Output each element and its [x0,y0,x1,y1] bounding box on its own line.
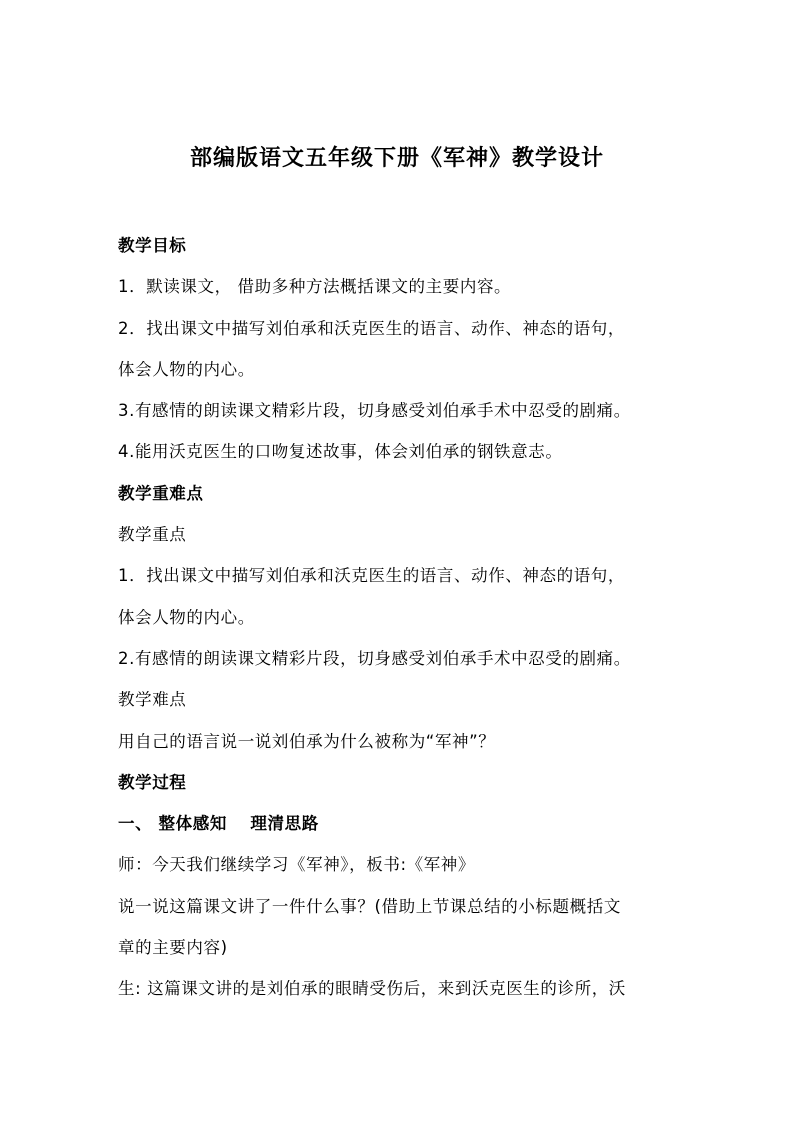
document-body [118,225,688,1010]
paragraph-line: 体会人物的内心。 [118,607,255,627]
section-heading-overview: 一、 整体感知 理清思路 [118,814,319,834]
document-title: 部编版语文五年级下册《军神》教学设计 [189,145,604,171]
heading-key-points: 教学重难点 [118,483,204,503]
paragraph-line: 4.能用沃克医生的口吻复述故事，体会刘伯承的钢铁意志。 [118,442,563,462]
paragraph-line: 说一说这篇课文讲了一件什么事？(借助上节课总结的小标题概括文 [118,896,621,916]
heading-teaching-process: 教学过程 [118,772,187,792]
paragraph-line: 师：今天我们继续学习《军神》，板书:《军神》 [118,855,476,875]
paragraph-line: 3.有感情的朗读课文精彩片段，切身感受刘伯承手术中忍受的剧痛。 [118,401,631,421]
paragraph-line: 1．默读课文， 借助多种方法概括课文的主要内容。 [118,277,512,297]
paragraph-line: 1．找出课文中描写刘伯承和沃克医生的语言、动作、神态的语句， [118,566,625,586]
subheading-key-points: 教学重点 [118,525,187,545]
paragraph-line: 2．找出课文中描写刘伯承和沃克医生的语言、动作、神态的语句， [118,318,625,338]
paragraph-line: 2.有感情的朗读课文精彩片段，切身感受刘伯承手术中忍受的剧痛。 [118,648,631,668]
paragraph-line: 体会人物的内心。 [118,359,255,379]
paragraph-line: 用自己的语言说一说刘伯承为什么被称为“军神”？ [118,731,496,751]
paragraph-line: 章的主要内容) [118,938,228,958]
heading-teaching-goals: 教学目标 [118,236,187,255]
subheading-difficulties: 教学难点 [118,690,187,710]
paragraph-line: 生: 这篇课文讲的是刘伯承的眼睛受伤后，来到沃克医生的诊所，沃 [118,979,626,999]
